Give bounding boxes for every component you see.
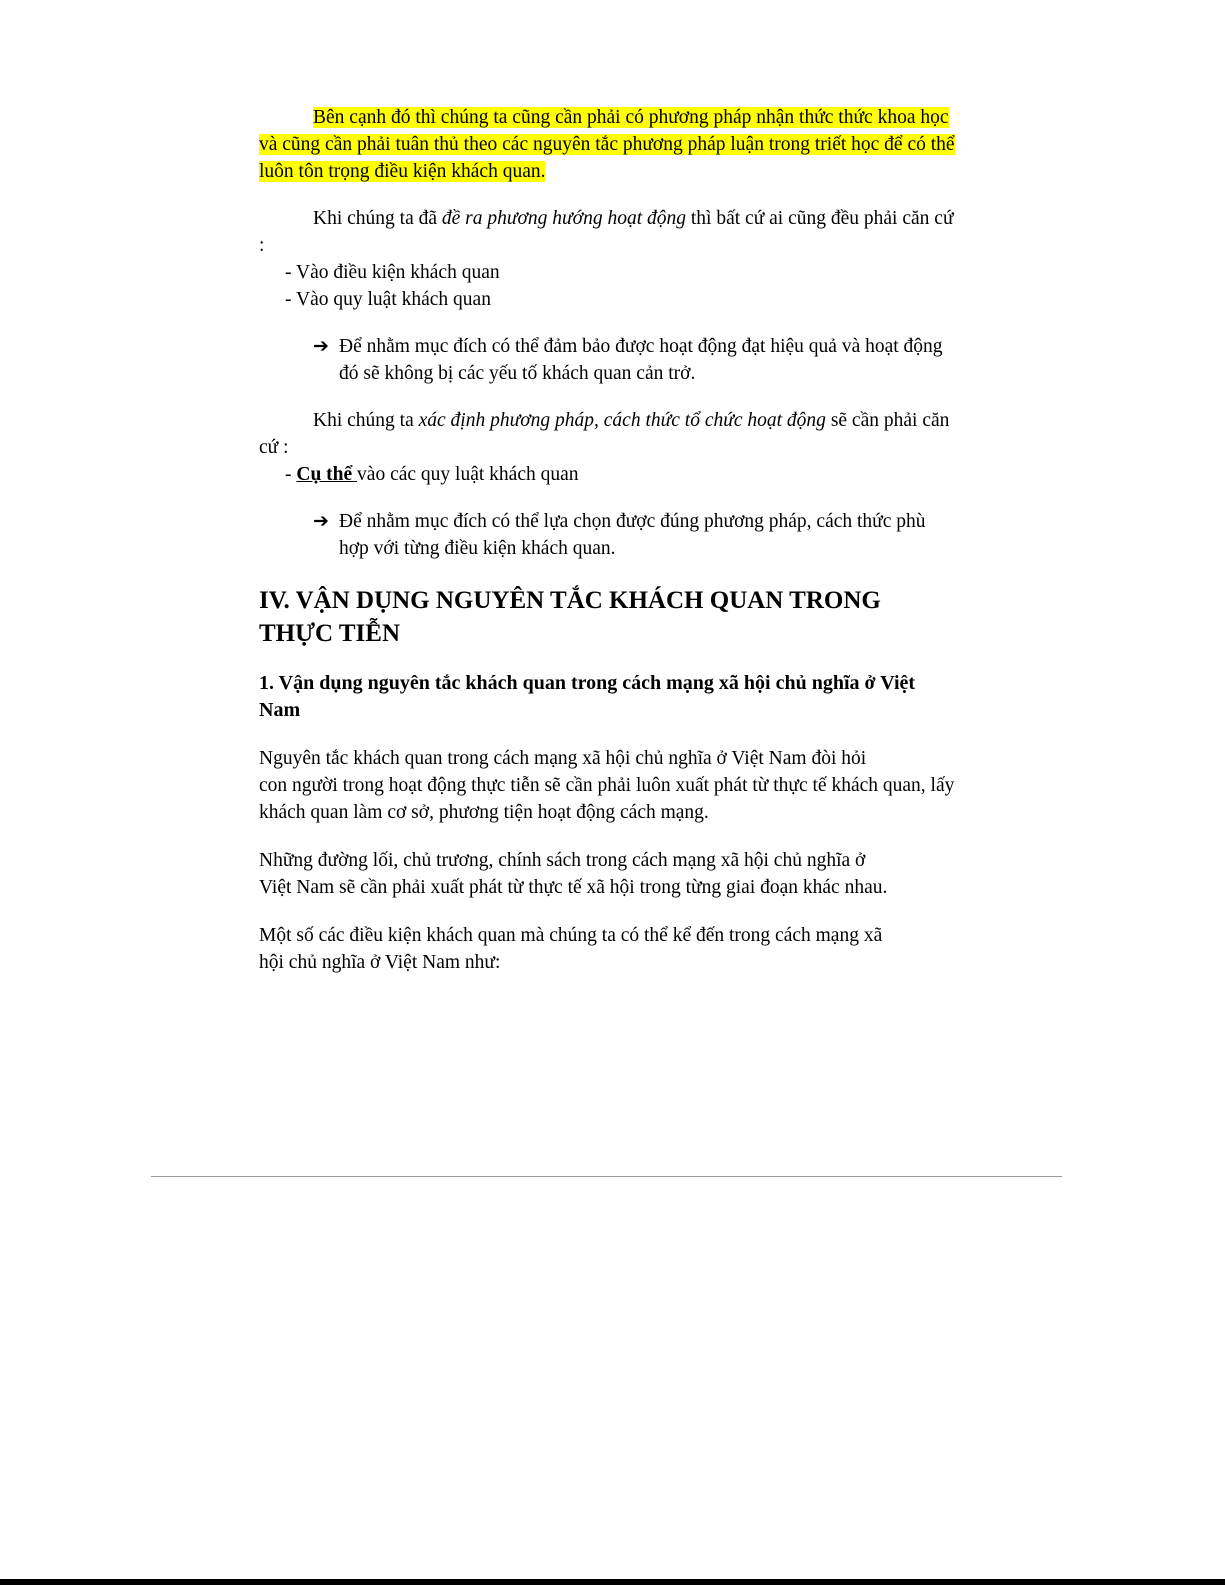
- page-divider: [151, 1176, 1062, 1177]
- paragraph-method: Khi chúng ta xác định phương pháp, cách thức tổ chức hoạt động sẽ cần phải căn cứ :: [259, 410, 950, 458]
- italic-phrase: xác định phương pháp, cách thức tổ chức hoạt động: [418, 410, 826, 431]
- paragraph-methodology: [259, 104, 959, 185]
- italic-phrase: đề ra phương hướng hoạt động: [441, 208, 687, 229]
- paragraph-body: Nguyên tắc khách quan trong cách mạng xã hội chủ nghĩa ở Việt Nam đòi hỏi con người trong hoạt động thực tiễn sẽ cần phải luôn xuất phát từ thực tế khách quan, lấy khách quan làm cơ sở, phương tiện hoạt động cách mạng.: [259, 748, 955, 823]
- subsection-heading: 1. Vận dụng nguyên tắc khách quan trong cách mạng xã hội chủ nghĩa ở Việt Nam: [259, 672, 916, 721]
- bullet-list: [259, 259, 959, 313]
- arrow-conclusion-text: Để nhằm mục đích có thể lựa chọn được đúng phương pháp, cách thức phù hợp với từng điều kiện khách quan.: [339, 511, 926, 559]
- list-item: - Vào quy luật khách quan: [285, 289, 491, 310]
- bold-underlined-term: Cụ thể: [296, 464, 353, 485]
- paragraph-body: Những đường lối, chủ trương, chính sách trong cách mạng xã hội chủ nghĩa ở Việt Nam sẽ cần phải xuất phát từ thực tế xã hội trong từng giai đoạn khác nhau.: [259, 850, 888, 898]
- bottom-edge-bar: [0, 1579, 1225, 1585]
- section-heading: IV. VẬN DỤNG NGUYÊN TẮC KHÁCH QUAN TRONG THỰC TIỄN: [259, 587, 881, 647]
- list-item: - Vào điều kiện khách quan: [285, 262, 500, 283]
- right-arrow-icon: ➔: [313, 510, 329, 532]
- paragraph-direction: Khi chúng ta đã đề ra phương hướng hoạt động thì bất cứ ai cũng đều phải căn cứ :: [259, 208, 954, 256]
- highlighted-text: Bên cạnh đó thì chúng ta cũng cần phải có phương pháp nhận thức thức khoa học và cũng cần phải tuân thủ theo các nguyên tắc phương pháp luận trong triết học để có thể luôn tôn trọng điều kiện khách quan.: [259, 107, 955, 182]
- page-content: [259, 104, 959, 976]
- bullet-list: [259, 461, 959, 488]
- arrow-conclusion-text: Để nhằm mục đích có thể đảm bảo được hoạt động đạt hiệu quả và hoạt động đó sẽ không bị các yếu tố khách quan cản trở.: [339, 336, 943, 384]
- list-item: - Cụ thể vào các quy luật khách quan: [285, 464, 579, 485]
- paragraph-body: Một số các điều kiện khách quan mà chúng ta có thể kể đến trong cách mạng xã hội chủ nghĩa ở Việt Nam như:: [259, 925, 883, 973]
- arrow-conclusion: [259, 508, 959, 562]
- right-arrow-icon: ➔: [313, 335, 329, 357]
- arrow-conclusion: [259, 333, 959, 387]
